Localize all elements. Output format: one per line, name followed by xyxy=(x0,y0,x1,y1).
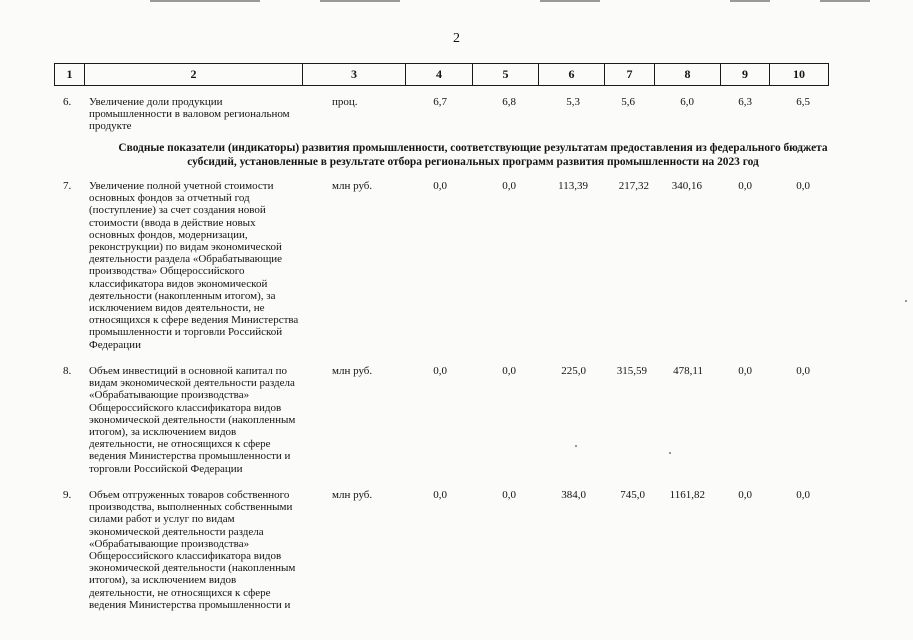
indicator-name: Объем инвестиций в основной капитал по видам экономической деятельности раздела «Обрабатывающие производства» Общероссийского классификатора видов экономической деятельности (накопленным итогом), за исключением видов деятельности, не относящихся к сфере ведения Министерства промышленности и торговли Российской Федерации xyxy=(89,365,296,475)
value-col-7: 5,6 xyxy=(621,96,635,108)
value-col-7: 217,32 xyxy=(618,180,649,192)
column-header-10: 10 xyxy=(770,64,829,86)
value-col-6: 225,0 xyxy=(561,365,586,377)
value-col-4: 6,7 xyxy=(433,96,447,108)
value-col-5: 6,8 xyxy=(502,96,516,108)
column-header-7: 7 xyxy=(605,64,655,86)
scan-speck xyxy=(905,300,907,302)
row-number: 9. xyxy=(63,489,72,501)
value-col-8: 6,0 xyxy=(680,96,694,108)
column-header-9: 9 xyxy=(721,64,770,86)
unit-cell: проц. xyxy=(332,96,358,108)
value-col-8: 1161,82 xyxy=(669,489,705,501)
value-col-9: 0,0 xyxy=(738,180,752,192)
value-col-7: 315,59 xyxy=(616,365,647,377)
row-number: 7. xyxy=(63,180,72,192)
page-number: 2 xyxy=(453,31,460,46)
unit-cell: млн руб. xyxy=(332,489,373,501)
value-col-10: 0,0 xyxy=(796,180,810,192)
indicator-name: Объем отгруженных товаров собственного производства, выполненных собственными силами работ и услуг по видам экономической деятельности раздела «Обрабатывающие производства» Общероссийского классификатора видов экономической деятельности (накопленным итогом), за исключением видов деятельности, не относящихся к сфере ведения Министерства промышленности и xyxy=(89,489,296,611)
column-header-2: 2 xyxy=(85,64,303,86)
scan-edge-marks xyxy=(0,0,913,4)
indicator-name: Увеличение полной учетной стоимости основных фондов за отчетный год (поступление) за счет создания новой стоимости (ввода в действие новых основных фондов, модернизации, реконструкции) по видам экономической деятельности раздела «Обрабатывающие производства» Общероссийского классификатора видов экономической деятельности (накопленным итогом), за исключением видов деятельности, не относящихся к сфере ведения Министерства промышленности и торговли Российской Федерации xyxy=(89,180,299,351)
column-header-1: 1 xyxy=(55,64,85,86)
value-col-6: 113,39 xyxy=(558,180,588,192)
value-col-10: 0,0 xyxy=(796,365,810,377)
value-col-5: 0,0 xyxy=(502,365,516,377)
column-header-3: 3 xyxy=(303,64,406,86)
value-col-10: 6,5 xyxy=(796,96,810,108)
value-col-4: 0,0 xyxy=(433,365,447,377)
indicator-name: Увеличение доли продукции промышленности в валовом региональном продукте xyxy=(89,96,290,133)
value-col-5: 0,0 xyxy=(502,489,516,501)
column-header-5: 5 xyxy=(473,64,539,86)
value-col-9: 0,0 xyxy=(738,489,752,501)
value-col-10: 0,0 xyxy=(796,489,810,501)
value-col-6: 5,3 xyxy=(566,96,580,108)
column-header-4: 4 xyxy=(406,64,473,86)
value-col-6: 384,0 xyxy=(561,489,586,501)
column-header-6: 6 xyxy=(539,64,605,86)
value-col-7: 745,0 xyxy=(620,489,645,501)
unit-cell: млн руб. xyxy=(332,365,373,377)
value-col-8: 478,11 xyxy=(673,365,703,377)
scan-speck xyxy=(575,445,577,447)
value-col-8: 340,16 xyxy=(671,180,702,192)
value-col-4: 0,0 xyxy=(433,180,447,192)
value-col-9: 6,3 xyxy=(738,96,752,108)
column-header-row xyxy=(54,63,829,86)
unit-cell: млн руб. xyxy=(332,180,373,192)
row-number: 6. xyxy=(63,96,72,108)
section-title: Сводные показатели (индикаторы) развития промышленности, соответствующие результатам предоставления из федерального бюджета субсидий, установленные в результате отбора региональных программ развития промышленности на 2023 год xyxy=(118,142,828,168)
value-col-4: 0,0 xyxy=(433,489,447,501)
value-col-9: 0,0 xyxy=(738,365,752,377)
scan-speck xyxy=(669,452,671,454)
row-number: 8. xyxy=(63,365,72,377)
column-header-8: 8 xyxy=(655,64,721,86)
value-col-5: 0,0 xyxy=(502,180,516,192)
